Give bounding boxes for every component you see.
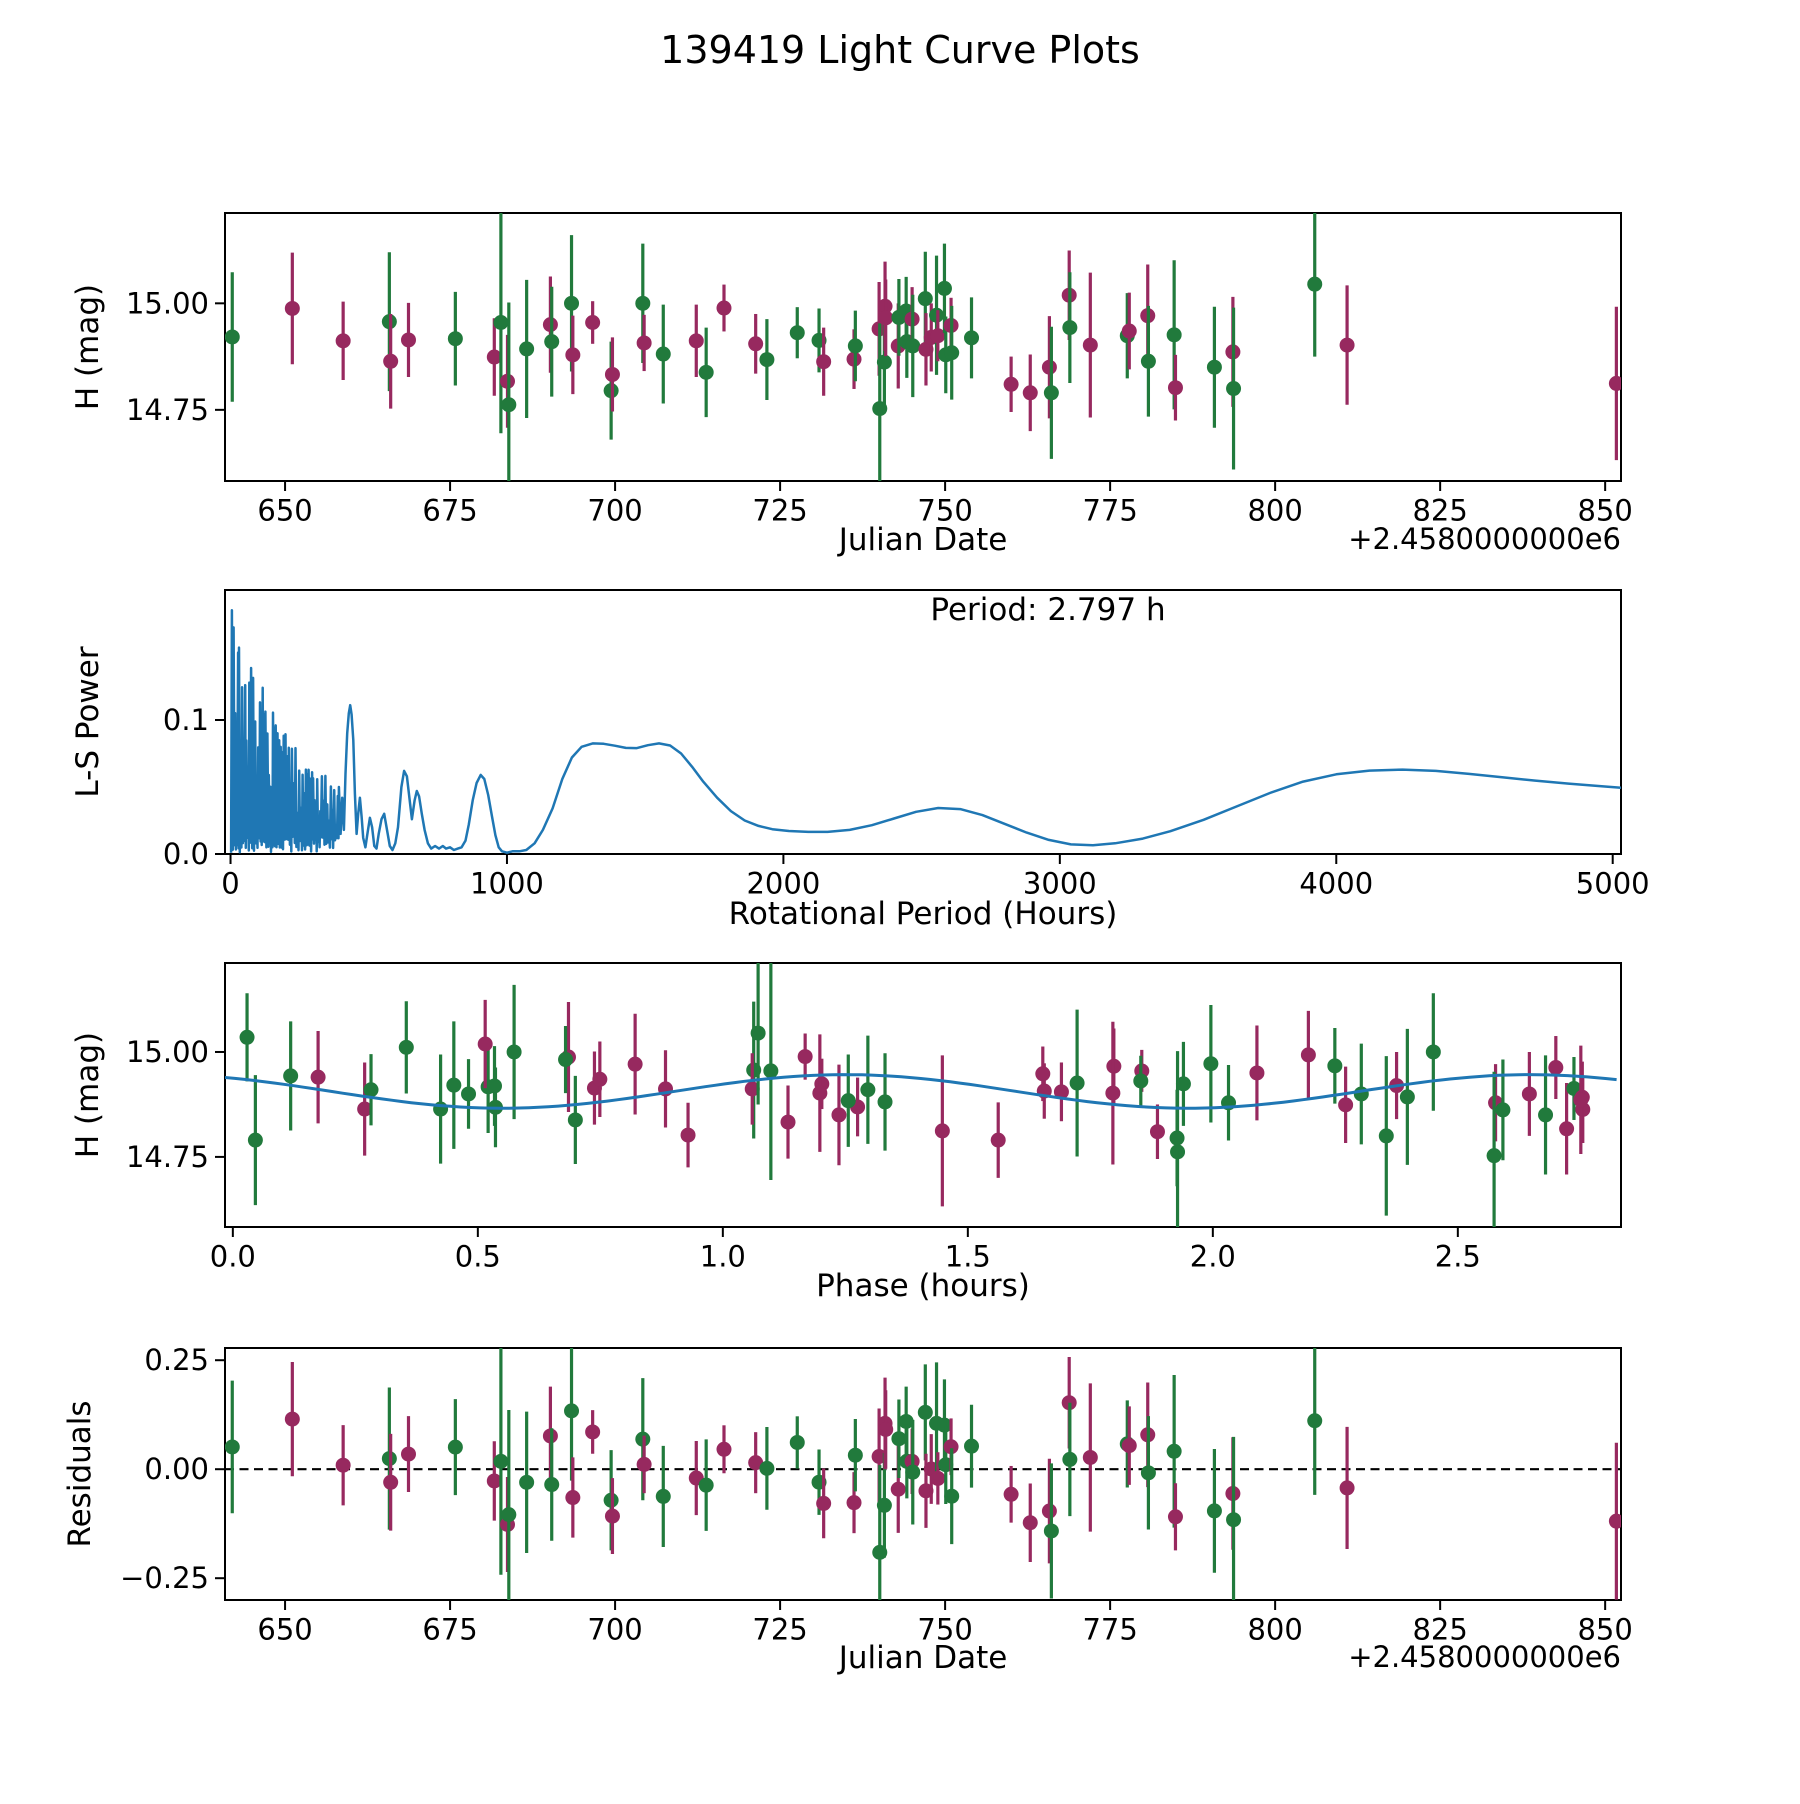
residuals-ytick: 0.00 [144, 1452, 209, 1487]
data-point [507, 1044, 522, 1059]
data-point [891, 1482, 906, 1497]
data-point [751, 1026, 766, 1041]
data-point [1400, 1089, 1415, 1104]
lightcurve-panel [225, 212, 1624, 507]
data-point [689, 333, 704, 348]
residuals-xlabel: Julian Date [838, 1640, 1008, 1676]
data-point [1495, 1102, 1510, 1117]
data-point [493, 315, 508, 330]
residuals-xtick: 800 [1247, 1612, 1303, 1647]
data-point [905, 1465, 920, 1480]
data-point [1150, 1124, 1165, 1139]
data-point [1203, 1056, 1218, 1071]
phase-ylabel: H (mag) [70, 1031, 106, 1159]
phase-curve-xtick: 0.0 [209, 1239, 256, 1274]
data-point [478, 1037, 493, 1052]
lightcurve-xtick: 775 [1082, 493, 1138, 528]
data-point [937, 281, 952, 296]
periodogram-axes [163, 590, 1650, 901]
data-point [1062, 1452, 1077, 1467]
data-point [944, 1489, 959, 1504]
data-point [1044, 385, 1059, 400]
data-point [816, 354, 831, 369]
periodogram-ylabel: L-S Power [70, 646, 106, 798]
data-point [565, 1490, 580, 1505]
data-point [225, 1439, 240, 1454]
data-point [841, 1093, 856, 1108]
data-point [1044, 1523, 1059, 1538]
data-point [1538, 1107, 1553, 1122]
data-point [891, 1431, 906, 1446]
data-point [1062, 320, 1077, 335]
data-point [1176, 1076, 1191, 1091]
data-point [1042, 360, 1057, 375]
data-point [487, 1078, 502, 1093]
data-point [816, 1496, 831, 1511]
data-point [585, 1424, 600, 1439]
data-point [248, 1133, 263, 1148]
data-point [1141, 354, 1156, 369]
data-point [336, 1458, 351, 1473]
period-annotation: Period: 2.797 h [930, 592, 1166, 628]
data-point [1042, 1504, 1057, 1519]
data-point [544, 1477, 559, 1492]
residuals-ylabel: Residuals [62, 1400, 98, 1548]
data-point [1105, 1086, 1120, 1101]
data-point [461, 1086, 476, 1101]
phase-curve-xtick: 2.5 [1434, 1239, 1481, 1274]
phase-curve-ytick: 15.00 [125, 1034, 209, 1069]
residuals-ytick: −0.25 [120, 1561, 209, 1596]
data-point [592, 1072, 607, 1087]
residuals-xtick: 850 [1577, 1612, 1633, 1647]
data-point [285, 301, 300, 316]
data-point [1023, 1515, 1038, 1530]
residuals-axes [120, 1343, 1633, 1646]
data-point [1004, 1487, 1019, 1502]
data-point [935, 1123, 950, 1138]
residuals-xtick: 650 [257, 1612, 313, 1647]
data-point [1340, 1480, 1355, 1495]
data-point [225, 329, 240, 344]
data-point [831, 1107, 846, 1122]
data-point [364, 1082, 379, 1097]
data-point [1559, 1121, 1574, 1136]
data-point [991, 1133, 1006, 1148]
residuals-panel [225, 1341, 1624, 1639]
lightcurve-xtick: 675 [422, 493, 478, 528]
data-point [848, 338, 863, 353]
data-point [283, 1068, 298, 1083]
data-point [964, 1439, 979, 1454]
data-point [1004, 377, 1019, 392]
data-point [1167, 327, 1182, 342]
data-point [519, 1475, 534, 1490]
data-point [1226, 381, 1241, 396]
data-point [1426, 1044, 1441, 1059]
data-point [1122, 1438, 1137, 1453]
data-point [918, 1405, 933, 1420]
phase-xlabel: Phase (hours) [816, 1268, 1030, 1304]
data-point [1141, 1465, 1156, 1480]
data-point [759, 1461, 774, 1476]
data-point [790, 325, 805, 340]
data-point [401, 1447, 416, 1462]
periodogram-xtick: 3000 [1022, 866, 1097, 901]
data-point [1307, 1413, 1322, 1428]
data-point [1170, 1131, 1185, 1146]
periodogram-curve [231, 610, 1621, 853]
phase-curve-xtick: 0.5 [454, 1239, 501, 1274]
lightcurve-xtick: 700 [587, 493, 643, 528]
data-point [1070, 1076, 1085, 1091]
data-point [1548, 1060, 1563, 1075]
data-point [681, 1128, 696, 1143]
data-point [493, 1454, 508, 1469]
lightcurve-xtick: 650 [257, 493, 313, 528]
data-point [637, 1457, 652, 1472]
data-point [878, 310, 893, 325]
data-point [860, 1082, 875, 1097]
data-point [605, 367, 620, 382]
data-point [1226, 1512, 1241, 1527]
data-point [1023, 385, 1038, 400]
data-point [781, 1115, 796, 1130]
data-point [1573, 1092, 1588, 1107]
residuals-xtick: 700 [587, 1612, 643, 1647]
data-point [656, 1489, 671, 1504]
data-point [1327, 1058, 1342, 1073]
data-point [1122, 324, 1137, 339]
periodogram-ytick: 0.1 [162, 702, 209, 737]
periodogram-xlabel: Rotational Period (Hours) [728, 896, 1118, 932]
data-point [878, 1422, 893, 1437]
periodogram-xtick: 1000 [470, 866, 544, 901]
data-point [519, 341, 534, 356]
figure-title: 139419 Light Curve Plots [660, 28, 1140, 72]
data-point [944, 345, 959, 360]
data-point [336, 333, 351, 348]
data-point [1301, 1047, 1316, 1062]
data-point [1379, 1128, 1394, 1143]
data-point [448, 331, 463, 346]
data-point [401, 332, 416, 347]
lightcurve-xtick: 750 [917, 493, 973, 528]
data-point [448, 1440, 463, 1455]
data-point [1207, 360, 1222, 375]
data-point [1167, 1444, 1182, 1459]
data-point [812, 1086, 827, 1101]
data-point [285, 1412, 300, 1427]
data-point [568, 1112, 583, 1127]
data-point [1340, 338, 1355, 353]
lightcurve-xtick: 825 [1412, 493, 1468, 528]
data-point [635, 296, 650, 311]
data-point [637, 335, 652, 350]
data-point [1083, 338, 1098, 353]
lightcurve-xtick: 800 [1247, 493, 1303, 528]
data-point [877, 355, 892, 370]
data-point [1487, 1148, 1502, 1163]
data-point [930, 1471, 945, 1486]
residuals-ytick: 0.25 [144, 1343, 209, 1378]
data-point [383, 1475, 398, 1490]
periodogram-xtick: 5000 [1575, 866, 1650, 901]
data-point [1338, 1097, 1353, 1112]
phase-panel [225, 962, 1617, 1253]
data-point [1168, 1509, 1183, 1524]
data-point [399, 1040, 414, 1055]
data-point [1035, 1066, 1050, 1081]
periodogram-xtick: 4000 [1299, 866, 1374, 901]
data-point [790, 1435, 805, 1450]
data-point [848, 1448, 863, 1463]
data-point [699, 1478, 714, 1493]
data-point [877, 1498, 892, 1513]
data-point [1307, 277, 1322, 292]
data-point [716, 1442, 731, 1457]
data-point [716, 301, 731, 316]
data-point [763, 1063, 778, 1078]
data-point [878, 1094, 893, 1109]
residuals-x-offset: +2.4580000000e6 [1348, 1640, 1621, 1674]
data-point [1083, 1450, 1098, 1465]
data-point [1207, 1503, 1222, 1518]
data-point [585, 315, 600, 330]
lightcurve-x-offset: +2.4580000000e6 [1348, 522, 1621, 556]
phase-curve-xtick: 2.0 [1189, 1239, 1236, 1274]
phase-curve-ytick: 14.75 [125, 1139, 209, 1174]
residuals-xtick: 750 [917, 1612, 973, 1647]
lightcurve-xtick: 725 [752, 493, 808, 528]
phase-curve-xtick: 1.5 [944, 1239, 991, 1274]
residuals-xtick: 825 [1412, 1612, 1468, 1647]
periodogram-ytick: 0.0 [162, 837, 209, 871]
lightcurve-ylabel: H (mag) [70, 283, 106, 411]
data-point [699, 365, 714, 380]
data-point [905, 338, 920, 353]
data-point [544, 334, 559, 349]
periodogram-xtick: 2000 [746, 866, 821, 901]
data-point [964, 330, 979, 345]
lightcurve-ytick: 15.00 [125, 286, 209, 321]
data-point [501, 1507, 516, 1522]
data-point [748, 336, 763, 351]
phase-curve-xtick: 1.0 [699, 1239, 746, 1274]
data-point [501, 397, 516, 412]
data-point [847, 1495, 862, 1510]
data-point [564, 296, 579, 311]
lightcurve-xtick: 850 [1577, 493, 1633, 528]
residuals-xtick: 725 [752, 1612, 808, 1647]
lightcurve-ytick: 14.75 [125, 392, 209, 427]
data-point [1249, 1065, 1264, 1080]
data-point [558, 1052, 573, 1067]
lightcurve-xlabel: Julian Date [838, 522, 1008, 558]
data-point [628, 1057, 643, 1072]
data-point [1522, 1086, 1537, 1101]
data-point [1354, 1086, 1369, 1101]
residuals-xtick: 675 [422, 1612, 478, 1647]
periodogram-xtick: 0 [221, 866, 240, 901]
data-point [1168, 380, 1183, 395]
data-point [240, 1030, 255, 1045]
data-point [798, 1049, 813, 1064]
data-point [1133, 1073, 1148, 1088]
data-point [565, 347, 580, 362]
data-point [759, 352, 774, 367]
data-point [311, 1070, 326, 1085]
data-point [383, 354, 398, 369]
data-point [656, 347, 671, 362]
data-point [564, 1403, 579, 1418]
periodogram-panel [231, 610, 1621, 853]
data-point [446, 1078, 461, 1093]
data-point [605, 1509, 620, 1524]
residuals-xtick: 775 [1082, 1612, 1138, 1647]
